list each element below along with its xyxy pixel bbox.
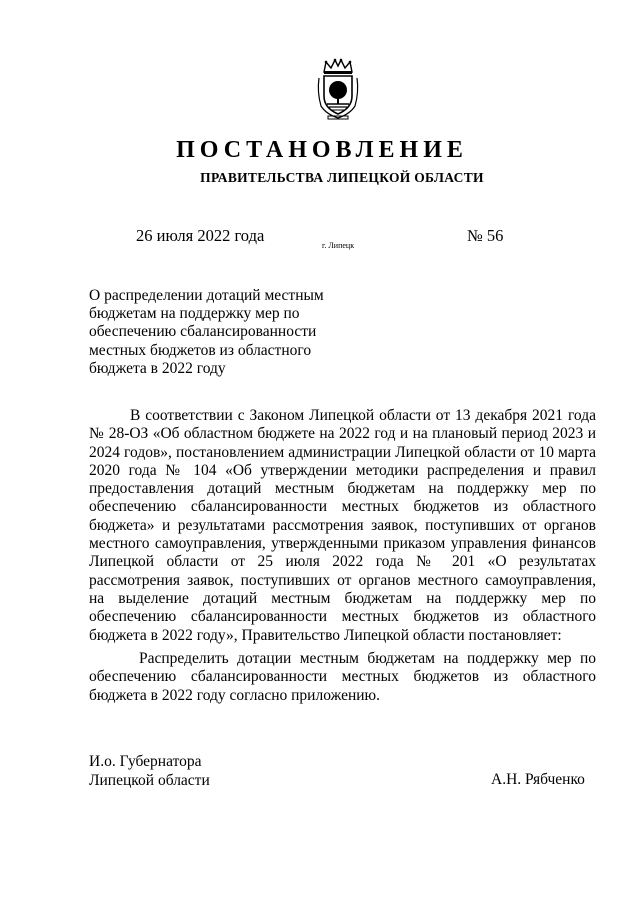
- document-title: ПОСТАНОВЛЕНИЕ: [176, 137, 468, 163]
- document-subject: [89, 287, 369, 378]
- subject-line: О распределении дотаций местным: [89, 287, 324, 304]
- body-paragraph-resolution: Распределить дотации местным бюджетам на поддержку мер по обеспечению сбалансированности местных бюджетов из областного бюджета в 2022 году согласно приложению.: [89, 650, 596, 704]
- document-place: г. Липецк: [322, 241, 355, 250]
- document-date: 26 июля 2022 года: [136, 226, 265, 245]
- signatory-name: А.Н. Рябченко: [491, 771, 585, 788]
- subject-line: бюджета в 2022 году: [89, 359, 226, 377]
- subject-line: обеспечению сбалансированности: [89, 323, 317, 341]
- signatory-position-line: Липецкой области: [89, 772, 210, 789]
- subject-line: местных бюджетов из областного: [89, 341, 312, 359]
- signatory-position-line: И.о. Губернатора: [89, 753, 202, 770]
- document-subtitle: ПРАВИТЕЛЬСТВА ЛИПЕЦКОЙ ОБЛАСТИ: [200, 170, 484, 185]
- coat-of-arms-icon: [316, 58, 360, 120]
- subject-line: бюджетам на поддержку мер по: [89, 305, 300, 323]
- body-paragraph-preamble: В соответствии с Законом Липецкой области от 13 декабря 2021 года № 28-ОЗ «Об областном бюджете на 2022 год и на плановый период 2023 и 2024 годов», постановлением администрации Липецкой области от 10 марта 2020 года № 104 «Об утверждении методики распределения и правил предоставления дотаций местным бюджетам на поддержку мер по обеспечению сбалансированности местных бюджетов из областного бюджета» и результатами рассмотрения заявок, поступивших от органов местного самоуправления, утвержденными приказом управления финансов Липецкой области от 25 июля 2022 года № 201 «О результатах рассмотрения заявок, поступивших от органов местного самоуправления, на выделение дотаций местным бюджетам на поддержку мер по обеспечению сбалансированности местных бюджетов из областного бюджета в 2022 году», Правительство Липецкой области постановляет:: [89, 407, 596, 644]
- signatory-position: [89, 752, 210, 790]
- document-number: № 56: [467, 226, 504, 245]
